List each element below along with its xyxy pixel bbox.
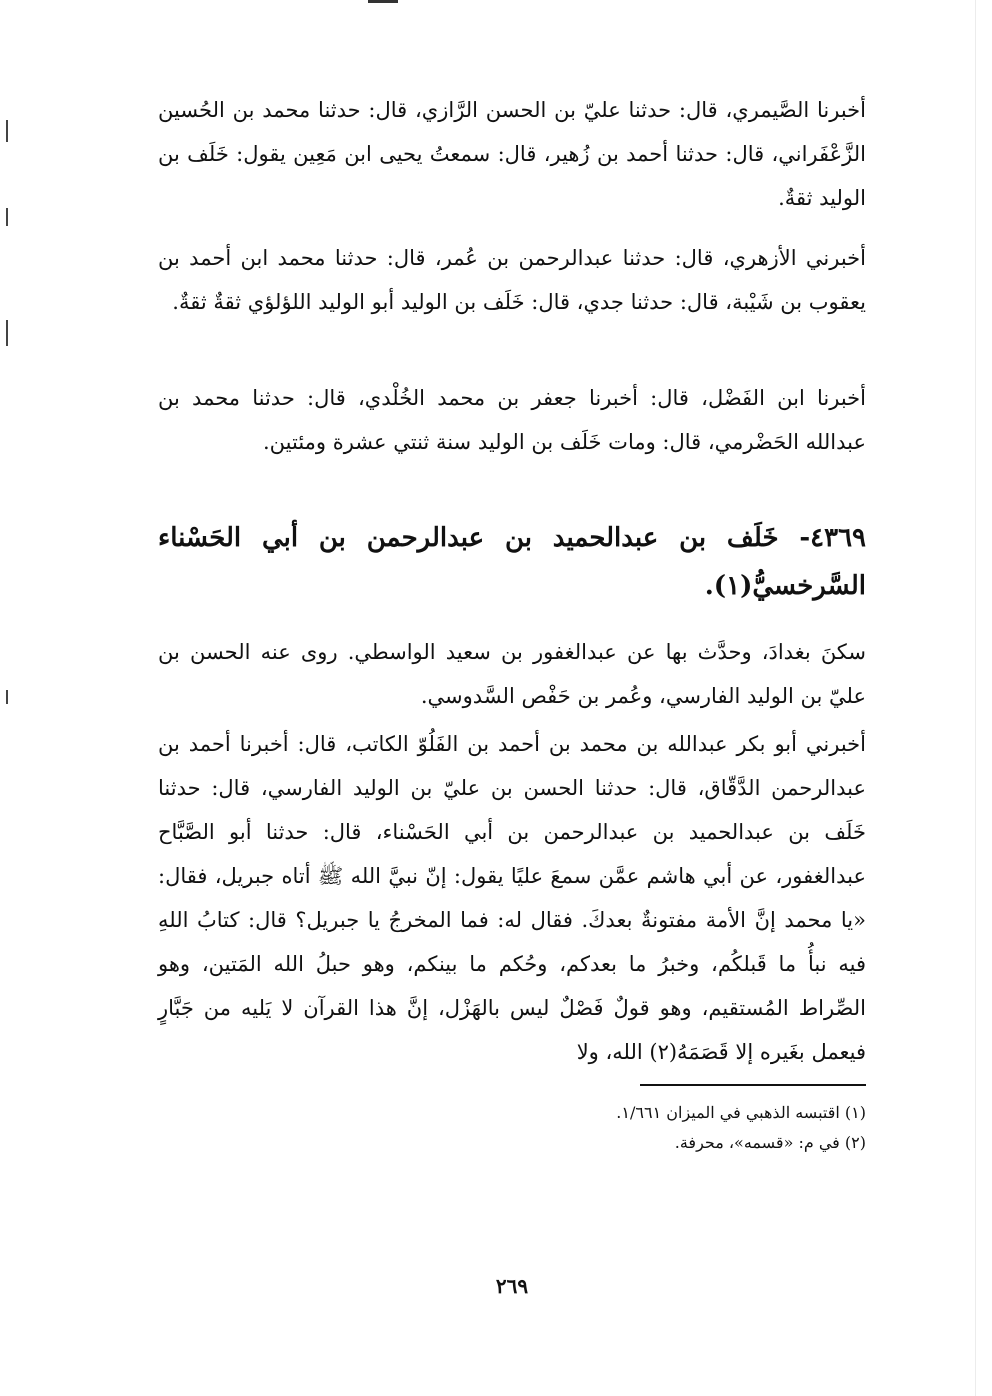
paragraph-1: أخبرنا الصَّيمري، قال: حدثنا عليّ بن الحسن الرَّازي، قال: حدثنا محمد بن الحُسين الزَّعْفَراني، قال: حدثنا أحمد بن زُهير، قال: سمعتُ يحيى ابن مَعِين يقول: خَلَف بن الوليد ثقةٌ.: [158, 98, 866, 210]
paragraph-3: أخبرنا ابن الفَضْل، قال: أخبرنا جعفر بن محمد الخُلْدي، قال: حدثنا محمد بن عبدالله الحَضْرمي، قال: ومات خَلَف بن الوليد سنة ثنتي عشرة ومئتين.: [158, 386, 866, 454]
scan-edge-shadow: [975, 0, 976, 1396]
scan-top-mark: [368, 0, 398, 3]
page-number: ٢٦٩: [495, 1274, 529, 1298]
book-page: [158, 88, 866, 1378]
entry-heading: ٤٣٦٩- خَلَف بن عبدالحميد بن عبدالرحمن بن أبي الحَسْناء السَّرخسيُّ(١).: [158, 523, 866, 601]
margin-tick: [6, 208, 8, 226]
paragraph-4: سكنَ بغدادَ، وحدَّث بها عن عبدالغفور بن سعيد الواسطي. روى عنه الحسن بن عليّ بن الوليد الفارسي، وعُمر بن حَفْص السَّدوسي.: [158, 640, 866, 708]
footnote-1: (١) اقتبسه الذهبي في الميزان ١/٦٦١.: [616, 1103, 866, 1122]
margin-tick: [6, 320, 8, 346]
paragraph-2: أخبرني الأزهري، قال: حدثنا عبدالرحمن بن عُمر، قال: حدثنا محمد ابن أحمد بن يعقوب بن شَيْبة، قال: حدثنا جدي، قال: خَلَف بن الوليد أبو الوليد اللؤلؤي ثقةٌ ثقةٌ.: [158, 246, 866, 314]
paragraph-5: أخبرني أبو بكر عبدالله بن محمد بن أحمد بن الفَلُوّ الكاتب، قال: أخبرنا أحمد بن عبدالرحمن الدَّقّاق، قال: حدثنا الحسن بن عليّ بن الوليد الفارسي، قال: حدثنا خَلَف بن عبدالحميد بن عبدالرحمن بن أبي الحَسْناء، قال: حدثنا أبو الصَّبَّاح عبدالغفور، عن أبي هاشم عمَّن سمعَ عليًا يقول: إنّ نبيَّ الله ﷺ أتاه جبريل، فقال: «يا محمد إنَّ الأمة مفتونةٌ بعدكَ. فقال له: فما المخرجُ يا جبريل؟ قال: كتابُ اللهِ فيه نبأُ ما قَبلكُم، وخبرُ ما بعدكم، وحُكم ما بينكم، وهو حبلُ الله المَتين، وهو الصِّراط المُستقيم، وهو قولٌ فَصْلٌ ليس بالهَزْل، إنَّ هذا القرآن لا يَليه من جَبَّارٍ فيعمل بغَيره إلا قَصَمَهُ(٢) الله، ولا: [158, 732, 866, 1064]
margin-tick: [6, 120, 8, 142]
scan-margin-marks: [6, 100, 9, 740]
footnote-2: (٢) في م: «قسمه»، محرفة.: [674, 1133, 866, 1152]
footnotes: [158, 1098, 866, 1158]
margin-tick: [6, 690, 8, 704]
footnote-rule: [640, 1084, 866, 1086]
